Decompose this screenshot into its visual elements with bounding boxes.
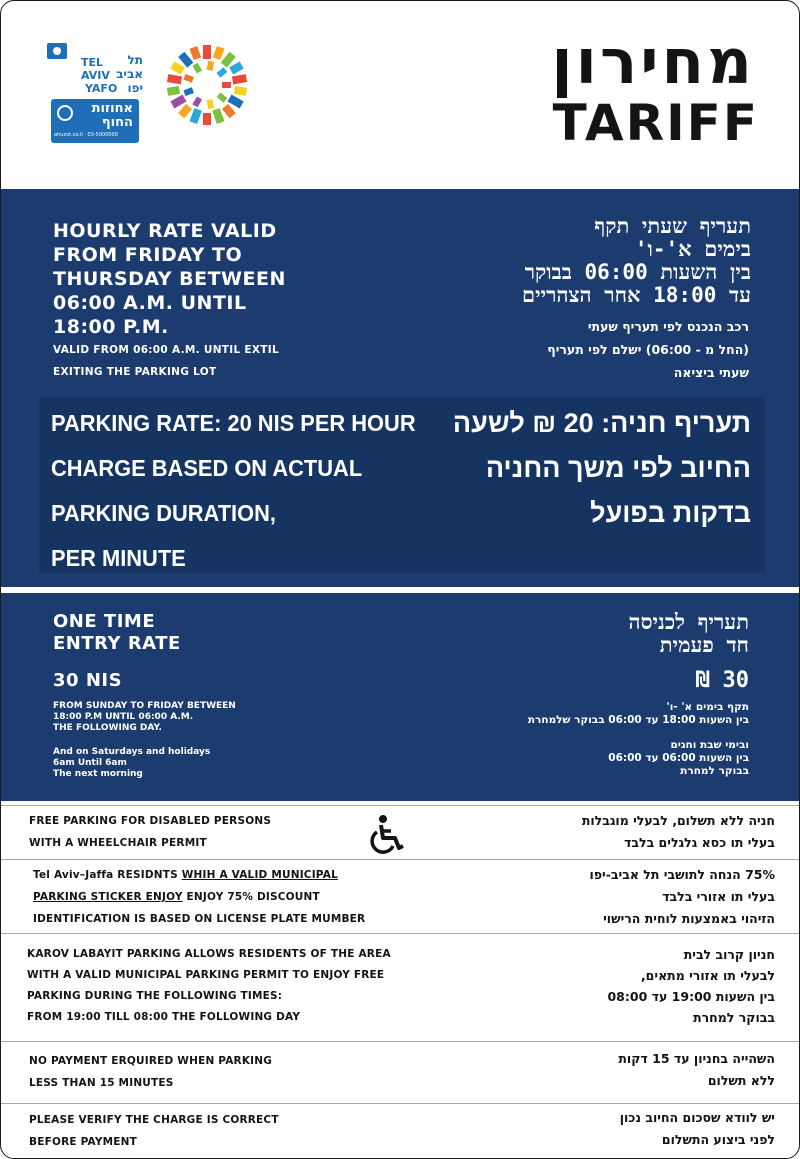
parking-rate-box [39, 397, 765, 573]
short-stay-en: NO PAYMENT ERQUIRED WHEN PARKING LESS THAN 15 MINUTES [29, 1055, 273, 1089]
verify-charge-row [1, 1103, 800, 1159]
residents-en: Tel Aviv–Jaffa RESIDNTS WHIH A VALID MUNICIPAL PARKING STICKER ENJOY ENJOY 75% DISCOUNT IDENTIFICATION IS BASED ON LICENSE PLATE MUMBER [33, 869, 366, 925]
title-english: TARIFF [552, 94, 759, 152]
hourly-rate-panel [1, 189, 800, 587]
one-time-en-price: 30 NIS [53, 670, 123, 691]
one-time-rate-panel [1, 593, 800, 801]
tel-aviv-logo [47, 43, 277, 153]
one-time-he-price: 30 ₪ [696, 668, 749, 693]
residents-he: 75% הנחה לתושבי תל אביב-יפו בעלי תו אזורי בלבד הזיהוי באמצעות לוחית הרישוי [589, 867, 775, 926]
one-time-en-details: FROM SUNDAY TO FRIDAY BETWEEN 18:00 P.M UNTIL 06:00 A.M. THE FOLLOWING DAY. [53, 701, 236, 733]
hourly-he-block: תעריף שעתי תקף בימים א'-ו' בין השעות 06:00 בבוקר עד 18:00 אחר הצהריים [522, 214, 751, 307]
one-time-he-details: תקף בימים א' -ו' בין השעות 18:00 עד 06:00 בבוקר שלמחרת [527, 701, 749, 726]
residents-discount-row [1, 859, 800, 934]
hourly-en-block: HOURLY RATE VALID FROM FRIDAY TO THURSDAY BETWEEN 06:00 A.M. UNTIL 18:00 P.M. [53, 220, 286, 338]
one-time-en-title: ONE TIME ENTRY RATE [53, 611, 181, 654]
disabled-en: FREE PARKING FOR DISABLED PERSONS WITH A WHEELCHAIR PERMIT [29, 815, 272, 849]
parking-rate-he: תעריף חניה: 20 ₪ לשעה החיוב לפי משך החניה בדקות בפועל [452, 408, 751, 528]
karov-he: חניון קרוב לבית לבעלי תו אזורי מתאים, בין השעות 19:00 עד 08:00 בבוקר למחרת [607, 947, 775, 1025]
one-time-en-details-2: And on Saturdays and holidays 6am Until 6am The next morning [53, 747, 211, 779]
hourly-he-note: רכב הנכנס לפי תעריף שעתי (החל מ - 06:00) ישלם לפי תעריף שעתי ביציאה [547, 319, 749, 380]
one-time-he-title: תעריף לכניסה חד פעמית [628, 610, 749, 657]
disabled-he: חניה ללא תשלום, לבעלי מוגבלות בעלי תו כסא גלגלים בלבד [581, 813, 775, 850]
disabled-parking-row [1, 805, 800, 860]
karov-en: KAROV LABAYIT PARKING ALLOWS RESIDENTS OF THE AREA WITH A VALID MUNICIPAL PARKING PERMIT TO ENJOY FREE PARKING DURING THE FOLLOWING TIMES: FROM 19:00 TILL 08:00 THE FOLLOWING DAY [27, 948, 391, 1023]
title-hebrew: מחירון [551, 25, 755, 98]
short-stay-he: השהייה בחניון עד 15 דקות ללא תשלום [618, 1051, 775, 1088]
short-stay-row [1, 1041, 800, 1104]
parking-rate-en: PARKING RATE: 20 NIS PER HOUR CHARGE BASED ON ACTUAL PARKING DURATION, PER MINUTE [51, 410, 416, 571]
parking-p-icon [57, 105, 73, 121]
city-name-logo: תל TEL AVIV אביב YAFO יפו [81, 53, 143, 95]
verify-en: PLEASE VERIFY THE CHARGE IS CORRECT BEFORE PAYMENT [29, 1114, 279, 1148]
one-time-he-details-2: ובימי שבת וחגים בין השעות 06:00 עד 06:00 בבוקר למחרת [608, 739, 749, 777]
wheelchair-icon [367, 814, 409, 858]
karov-labayit-row [1, 933, 800, 1042]
hourly-en-note: VALID FROM 06:00 A.M. UNTIL EXTIL EXITING THE PARKING LOT [53, 344, 279, 378]
ahuzot-hahof-badge: אחוזות החוף ahuzot.co.il · 03-5000000 [51, 99, 139, 143]
verify-he: יש לוודא שסכום החיוב נכון לפני ביצוע התשלום [619, 1110, 775, 1147]
